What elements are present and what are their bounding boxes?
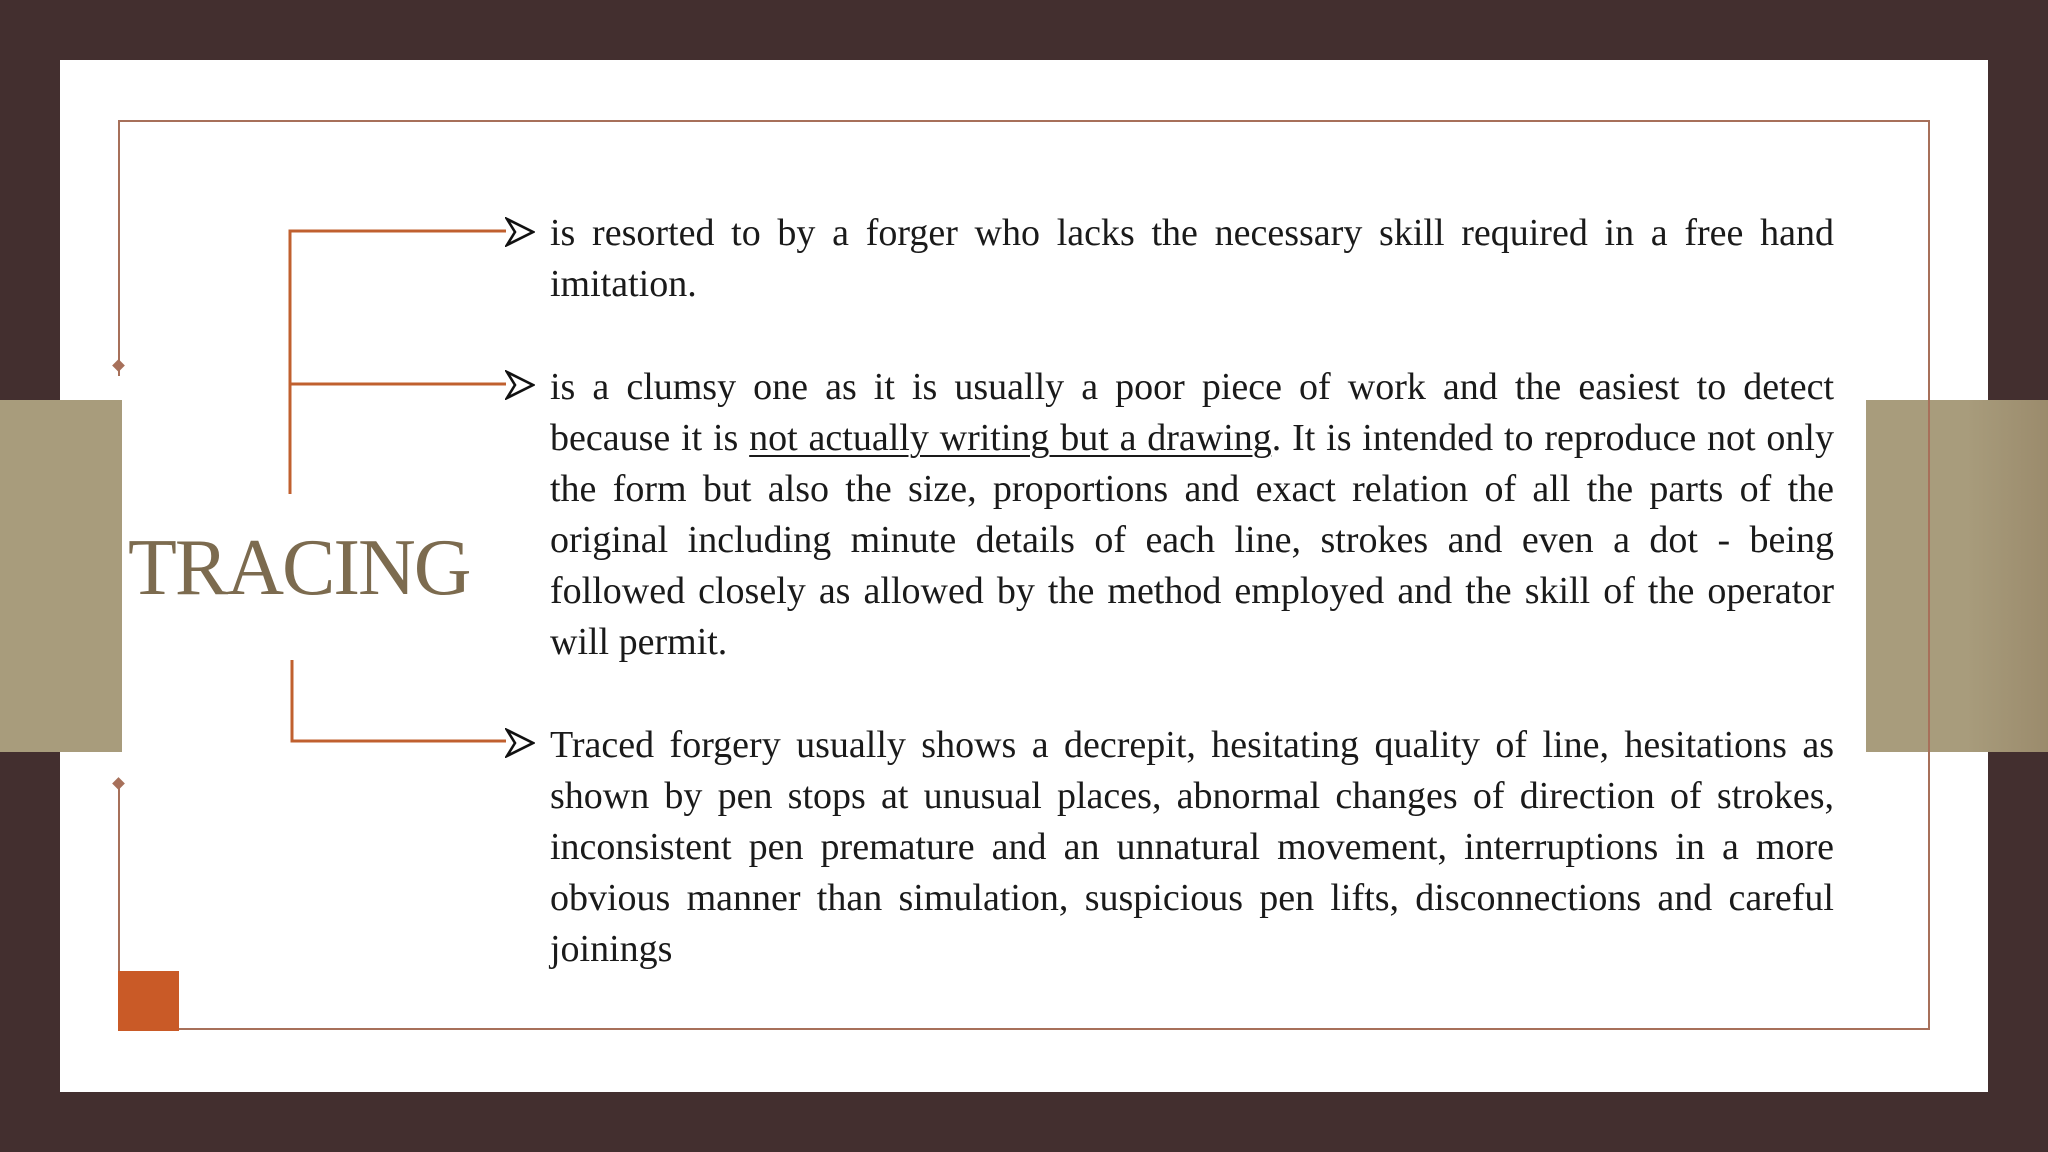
bullet-text-after: . It is intended to reproduce not only the form but also the size, proportions and exact relation of all the parts of the original including minute details of each line, strokes and even a dot - being followed closely as allowed by the method employed and the skill of the operator will permit. (550, 417, 1834, 663)
arrowhead-bullet-icon (505, 370, 535, 400)
bullet-text-before: is a clumsy one as it is usually a poor piece of work and the easiest to detect because it is (550, 366, 1834, 459)
bullet-text (550, 362, 1834, 668)
bullet-item (550, 720, 1834, 975)
bullet-item (550, 208, 1834, 310)
bracket-upper (290, 231, 506, 494)
bullet-text: is resorted to by a forger who lacks the necessary skill required in a free hand imitation. (550, 212, 1834, 305)
bullet-underlined-phrase: not actually writing but a drawing (749, 417, 1272, 459)
bracket-lower (292, 660, 506, 741)
arrowhead-bullet-icon (505, 217, 535, 247)
arrowhead-bullet-icon (505, 728, 535, 758)
slide-title: TRACING (128, 524, 470, 612)
bullet-item (550, 362, 1834, 668)
bullet-text: Traced forgery usually shows a decrepit, hesitating quality of line, hesitations as shown by pen stops at unusual places, abnormal changes of direction of strokes, inconsistent pen premature and an unnatural movement, interruptions in a more obvious manner than simulation, suspicious pen lifts, disconnections and careful joinings (550, 724, 1834, 970)
